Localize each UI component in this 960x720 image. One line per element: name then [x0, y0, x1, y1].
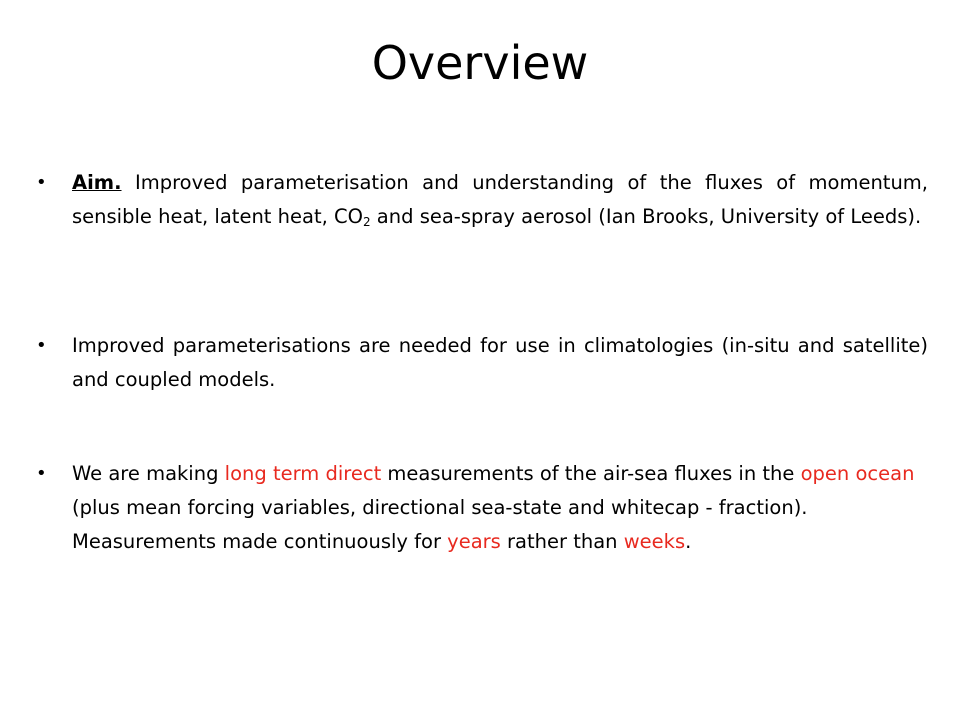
highlight-years: years	[447, 530, 501, 553]
bullet-dot: •	[36, 172, 47, 193]
co2-subscript: 2	[362, 215, 371, 229]
bullet-text	[72, 457, 928, 559]
bullet-dot: •	[36, 335, 47, 356]
aim-text-part-2: and sea-spray aerosol (Ian Brooks, University of Leeds).	[370, 205, 922, 228]
bullet-text: Improved parameterisations are needed for use in climatologies (in-situ and satellite) and coupled models.	[72, 334, 928, 391]
highlight-open-ocean: open ocean	[800, 462, 915, 485]
bullet-text	[72, 166, 928, 234]
measurements-text: We are making	[72, 462, 225, 485]
measurements-text: .	[685, 530, 692, 553]
aim-text-part-1: Improved parameterisation and understanding of the fluxes of momentum, sensible heat, latent heat, CO	[72, 171, 928, 228]
bullet-parameterisations	[36, 329, 928, 397]
bullet-dot: •	[36, 463, 47, 484]
measurements-text: measurements of the air-sea fluxes in the	[381, 462, 801, 485]
slide-title: Overview	[371, 36, 589, 90]
highlight-long-term-direct: long term direct	[224, 462, 382, 485]
measurements-text: rather than	[500, 530, 624, 553]
aim-label: Aim.	[72, 171, 122, 194]
highlight-weeks: weeks	[623, 530, 686, 553]
bullet-aim	[36, 166, 928, 234]
measurements-text: (plus mean forcing variables, directional sea-state and whitecap - fraction). Measurements made continuously for	[72, 496, 808, 553]
bullet-measurements	[36, 457, 928, 559]
